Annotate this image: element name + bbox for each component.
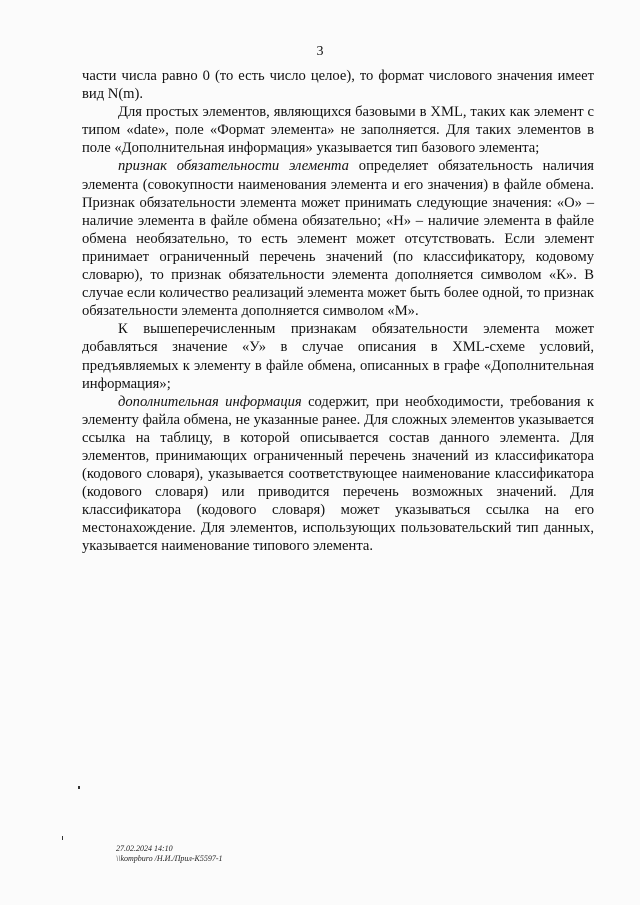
footer-timestamp: 27.02.2024 14:10 bbox=[116, 844, 173, 853]
footer-stamp bbox=[116, 844, 223, 864]
paragraph-3 bbox=[82, 157, 594, 320]
term-additional-info: дополнительная информация bbox=[118, 393, 302, 410]
document-body bbox=[82, 67, 594, 556]
paragraph-3-text: определяет обязательность наличия элемента (совокупности наименования элемента и его значения) в файле обмена. Признак обязательности элемента может принимать следующие значения: «О» – наличие элемента в файле обмена обязательно; «Н» – наличие элемента в файле обмена необязательно, то есть элемент может отсутствовать. Если элемент принимает ограниченный перечень значений (по классификатору, кодовому словарю), то признак обязательности элемента дополняется символом «К». В случае если количество реализаций элемента может быть более одной, то признак обязательности элемента дополняется символом «М». bbox=[82, 158, 594, 320]
term-mandatory-sign: признак обязательности элемента bbox=[118, 158, 349, 175]
paragraph-2: Для простых элементов, являющихся базовыми в XML, таких как элемент с типом «date», поле «Формат элемента» не заполняется. Для таких элементов в поле «Дополнительная информация» указывается тип базового элемента; bbox=[82, 104, 594, 157]
paragraph-1: части числа равно 0 (то есть число целое), то формат числового значения имеет вид N(m). bbox=[82, 68, 594, 103]
scan-speck bbox=[78, 786, 80, 789]
paragraph-5 bbox=[82, 393, 594, 556]
paragraph-5-text: содержит, при необходимости, требования к элементу файла обмена, не указанные ранее. Для сложных элементов указывается ссылка на таблицу, в которой описывается состав данного элемента. Для элементов, принимающих ограниченный перечень значений из классификатора (кодового словаря), указывается соответствующее наименование классификатора (кодового словаря) или приводится перечень возможных значений. Для классификатора (кодового словаря) может указываться ссылка на его местонахождение. Для элементов, использующих пользовательский тип данных, указывается наименование типового элемента. bbox=[82, 393, 594, 555]
page-number: 3 bbox=[316, 44, 324, 59]
paragraph-4: К вышеперечисленным признакам обязательности элемента может добавляться значение «У» в случае описания в XML-схеме условий, предъявляемых к элементу в файле обмена, описанных в графе «Дополнительная информация»; bbox=[82, 321, 594, 392]
footer-file-path: \\kompburo /Н.И./Прил-К5597-1 bbox=[116, 854, 223, 863]
scan-speck bbox=[62, 836, 63, 840]
